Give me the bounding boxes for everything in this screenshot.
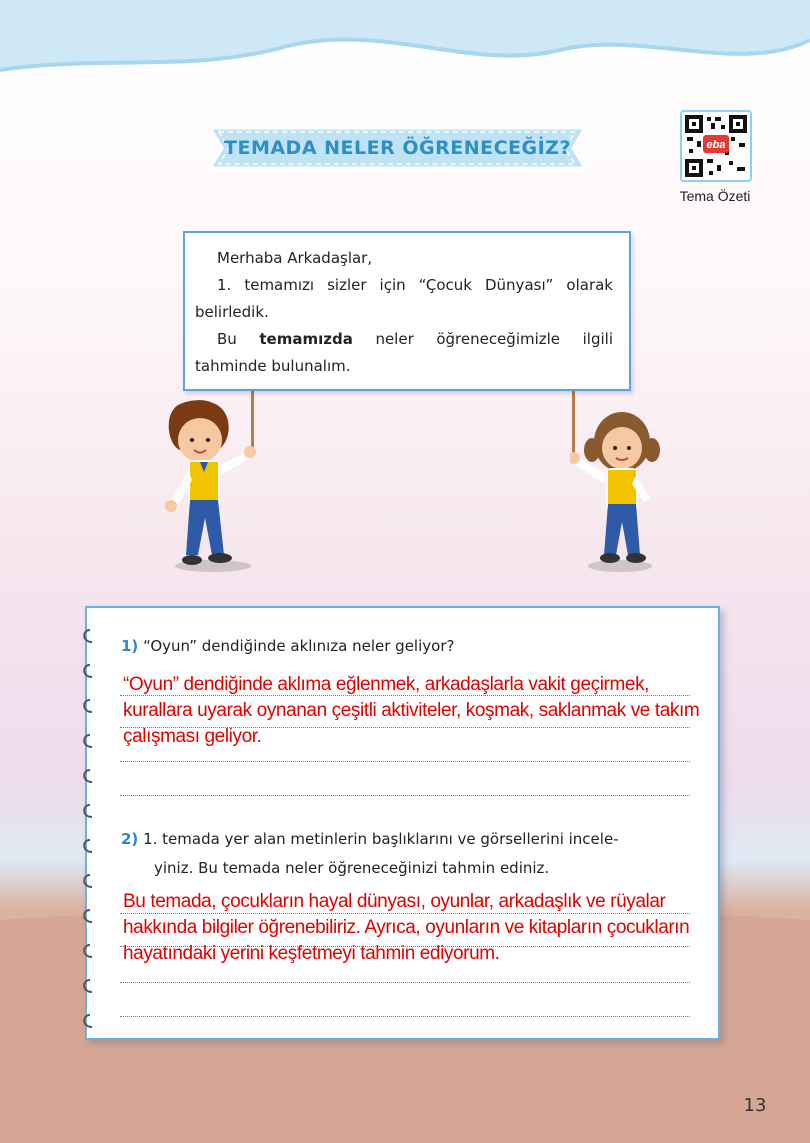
sign-line-2-pre: Bu [217, 330, 260, 348]
question-2-number: 2) [121, 830, 139, 848]
question-2-text-line-1: 1. temada yer alan metinlerin başlıklarını ve görsellerini incele- [143, 830, 619, 848]
answer-line [120, 761, 690, 762]
page-number: 13 [743, 1095, 767, 1116]
answer-line [120, 1016, 690, 1017]
question-2-continued [154, 859, 549, 877]
question-2-text-line-2: yiniz. Bu temada neler öğreneceğinizi tahmin ediniz. [154, 859, 550, 877]
boy-illustration [158, 400, 268, 575]
qr-code[interactable] [680, 110, 752, 182]
sign-line-2-post: neler öğreneceğimizle ilgili tahminde bulunalım. [195, 330, 613, 375]
title-banner [205, 122, 590, 174]
notebook-rings [78, 620, 108, 1040]
question-1 [121, 637, 454, 655]
sign-greeting: Merhaba Arkadaşlar, [217, 249, 373, 267]
question-2 [121, 830, 701, 848]
sign-line-2-bold: temamızda [259, 330, 353, 348]
sign-line-2 [195, 326, 613, 380]
top-wave-decoration [0, 0, 810, 90]
answer-line [120, 982, 690, 983]
question-1-text: “Oyun” dendiğinde aklınıza neler geliyor? [143, 637, 455, 655]
answer-1[interactable]: “Oyun” dendiğinde aklıma eğlenmek, arkadaşlarla vakit geçirmek, kurallara uyarak oynanan çeşitli aktiviteler, koşmak, saklanmak ve takım çalışması geliyor. [123, 674, 700, 747]
answer-line [120, 795, 690, 796]
question-1-number: 1) [121, 637, 139, 655]
sign-board [183, 231, 631, 391]
page-title: TEMADA NELER ÖĞRENECEĞİZ? [224, 137, 571, 159]
answer-2[interactable]: Bu temada, çocukların hayal dünyası, oyunlar, arkadaşlık ve rüyalar hakkında bilgiler öğrenebiliriz. Ayrıca, oyunların ve kitapların çocukların hayatındaki yerini keşfetmeyi tahmin ediyorum. [123, 891, 690, 964]
qr-label: Tema Özeti [679, 188, 751, 204]
qr-overlay-logo: eba [706, 139, 726, 151]
girl-illustration [570, 400, 670, 575]
sign-line-1: 1. temamızı sizler için “Çocuk Dünyası” olarak belirledik. [195, 276, 613, 321]
qr-pattern [685, 115, 747, 177]
